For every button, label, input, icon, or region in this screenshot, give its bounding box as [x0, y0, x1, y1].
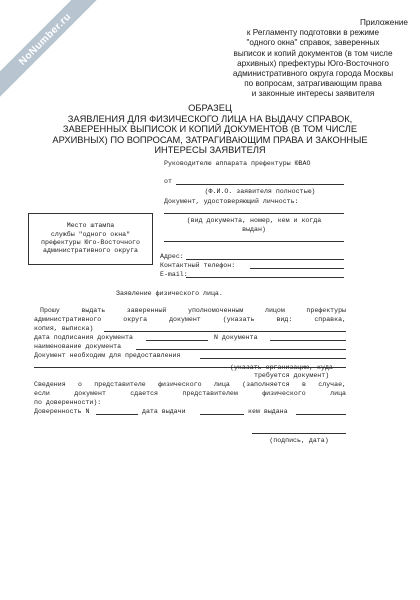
address-line[interactable] [186, 259, 344, 260]
org-hint-2: требуется документ) [254, 372, 330, 379]
name-label: наименование документа [34, 343, 122, 350]
rep-line-3: по доверенности): [34, 399, 102, 406]
applicant-name-line[interactable] [176, 184, 344, 185]
stamp-line: административного округа [43, 247, 138, 255]
appendix-line: и законные интересы заявителя [251, 89, 375, 99]
stamp-line: службы "одного окна" [50, 230, 131, 238]
from-label: от [164, 178, 172, 185]
document-type-line[interactable] [104, 331, 346, 332]
addressee-to: Руководителю аппарата префектуры ЮВАО [164, 160, 311, 167]
poa-label: Доверенность N [34, 408, 90, 415]
request-line-1: Прошу выдать заверенный уполномоченным лицом префектуры [40, 307, 346, 314]
appendix-line: к Регламенту подготовки в режиме [246, 28, 380, 38]
title-heading: ОБРАЗЕЦ [188, 103, 232, 113]
appendix-line: по вопросам, затрагивающим права [244, 79, 382, 89]
issued-by-label: кем выдана [248, 408, 288, 415]
document-title [40, 103, 380, 156]
watermark-text: NoNumber.ru [0, 0, 110, 105]
id-hint-2: выдан) [242, 226, 266, 233]
signature-hint: (подпись, дата) [269, 437, 329, 444]
id-doc-label: Документ, удостоверяющий личность: [164, 198, 299, 205]
appendix-line: "одного окна" справок, заверенных [246, 38, 380, 48]
request-line-3: копия, выписка) [34, 325, 94, 332]
need-line[interactable] [200, 358, 346, 359]
stamp-placeholder-box [28, 213, 153, 265]
phone-line[interactable] [250, 268, 344, 269]
statement-heading: Заявление физического лица. [116, 290, 223, 297]
watermark [0, 0, 110, 110]
issue-date-line[interactable] [200, 414, 244, 415]
rep-line-2: если документ сдается представителем физического лица [34, 390, 346, 397]
email-label: E-mail: [160, 271, 188, 278]
appendix-line: выписок и копий документов (в том числе [233, 48, 393, 58]
need-label: Документ необходим для предоставления [34, 352, 181, 359]
issued-by-line[interactable] [296, 414, 346, 415]
phone-label: Контактный телефон: [160, 262, 236, 269]
address-label: Адрес: [160, 253, 184, 260]
number-label: N документа [214, 334, 258, 341]
stamp-line: префектуры Юго-Восточного [41, 239, 140, 246]
poa-number-line[interactable] [96, 414, 138, 415]
signature-line[interactable] [252, 433, 346, 434]
appendix-title: Приложение [359, 18, 408, 27]
issue-date-label: дата выдачи [142, 408, 186, 415]
email-line[interactable] [186, 277, 344, 278]
appendix-line: архивных) префектуры Юго-Восточного [237, 58, 389, 68]
rep-line-1: Сведения о представителе физического лица (заполняется в случае, [34, 381, 346, 388]
id-doc-line[interactable] [164, 213, 344, 214]
title-line: ЗАЯВЛЕНИЯ ДЛЯ ФИЗИЧЕСКОГО ЛИЦА НА ВЫДАЧУ СПРАВОК, [67, 113, 353, 124]
request-line-2: административного округа документ (указать вид: справка, [34, 316, 346, 323]
org-hint-1: (указать организацию, куда [230, 364, 333, 371]
date-label: дата подписания документа [34, 334, 133, 341]
title-line: ЗАВЕРЕННЫХ ВЫПИСОК И КОПИЙ ДОКУМЕНТОВ (В ТОМ ЧИСЛЕ [62, 124, 358, 135]
id-doc-line-2[interactable] [164, 241, 344, 242]
stamp-line: Место штампа [66, 222, 115, 230]
name-line[interactable] [136, 349, 346, 350]
fio-hint: (Ф.И.О. заявителя полностью) [204, 188, 316, 195]
appendix-line: административного округа города Москвы [232, 69, 394, 79]
number-line[interactable] [270, 340, 346, 341]
appendix-block [218, 18, 408, 100]
id-hint-1: (вид документа, номер, кем и когда [186, 217, 322, 224]
date-line[interactable] [146, 340, 208, 341]
title-line: ИНТЕРЕСЫ ЗАЯВИТЕЛЯ [154, 145, 266, 156]
title-line: АРХИВНЫХ) ПО ВОПРОСАМ, ЗАТРАГИВАЮЩИМ ПРАВА И ЗАКОННЫЕ [52, 134, 368, 145]
